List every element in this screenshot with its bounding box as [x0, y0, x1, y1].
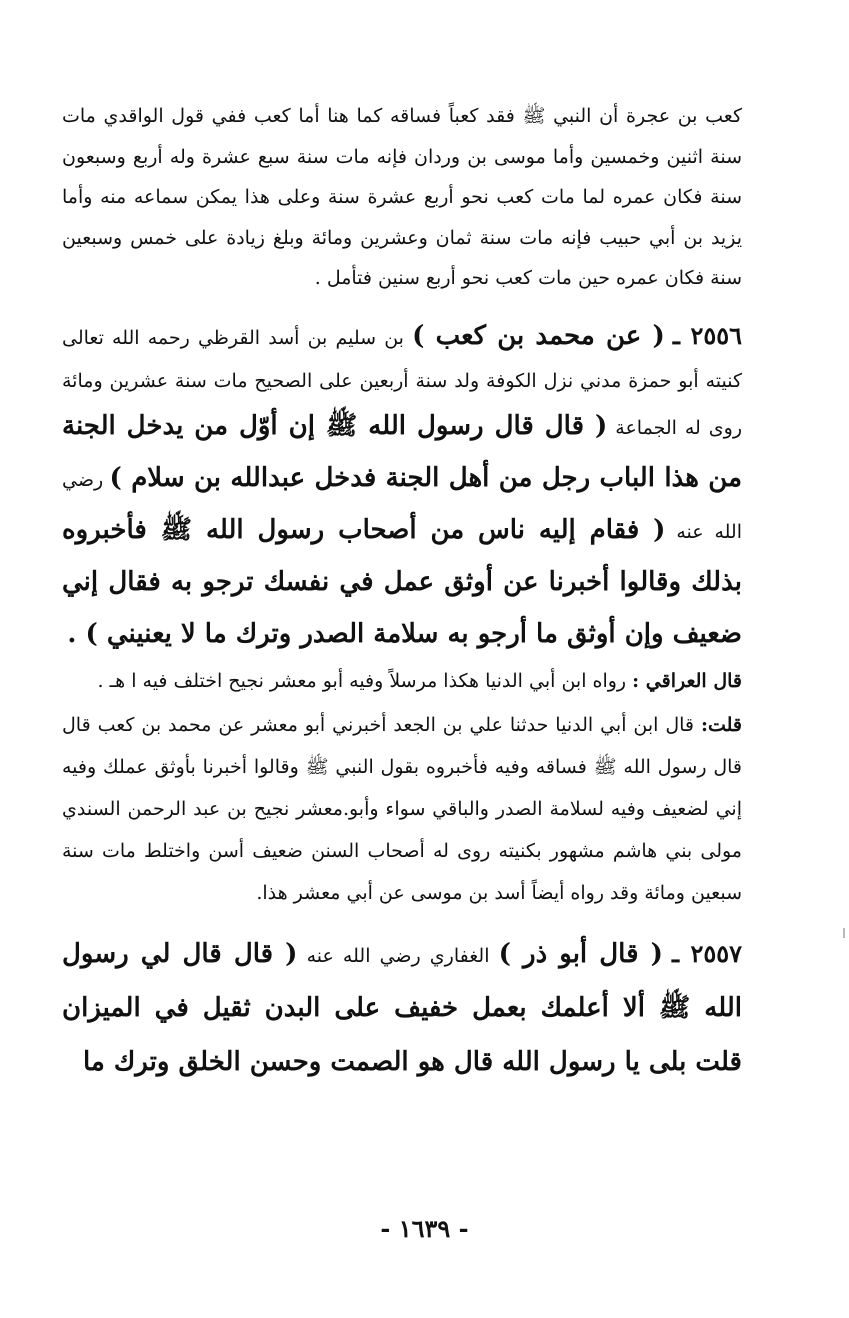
hadith-2557-number: ٢٥٥٧ ـ: [672, 938, 743, 968]
intro-paragraph: كعب بن عجرة أن النبي ﷺ فقد كعباً فساقه كما هنا أما كعب ففي قول الواقدي مات سنة اثنين وخمسين وأما موسى بن وردان فإنه مات سنة سبع عشرة وله أربع وسبعون سنة فكان عمره لما مات كعب نحو أربع عشرة سنة وعلى هذا يمكن سماعه منه وأما يزيد بن أبي حبيب فإنه مات سنة ثمان وعشرين ومائة وبلغ زيادة على خمس وسبعين سنة فكان عمره حين مات كعب نحو أربع سنين فتأمل .: [62, 105, 742, 289]
hadith-2557: [62, 928, 742, 1090]
hadith-2556: [62, 310, 742, 914]
hadith-2556-radiya: رضي الله عنه: [62, 468, 743, 543]
hadith-2556-isnad: ( عن محمد بن كعب ): [412, 320, 665, 351]
hadith-2556-bio: بن سليم بن أسد القرظي رحمه الله تعالى كنيته أبو حمزة مدني نزل الكوفة ولد سنة أربعين على الصحيح مات سنة عشرين ومائة روى له الجماعة: [62, 326, 743, 439]
hadith-2557-narrator: الغفاري رضي الله عنه: [306, 944, 490, 967]
hadith-2557-matn: ( قال قال لي رسول الله ﷺ ألا أعلمك بعمل خفيف على البدن ثقيل في الميزان قلت بلى يا رسول الله قال هو الصمت وحسن الخلق وترك ما: [62, 938, 742, 1077]
page-text: [62, 96, 742, 1090]
hadith-2556-paragraph: [62, 310, 742, 660]
hadith-2556-number: ٢٥٥٦ ـ: [672, 320, 742, 350]
margin-mark: [843, 928, 845, 938]
iraqi-commentary: [62, 662, 742, 700]
iraqi-text: رواه ابن أبي الدنيا هكذا مرسلاً وفيه أبو معشر نجيح اختلف فيه ا هـ .: [97, 669, 627, 692]
iraqi-label: قال العراقي :: [632, 669, 742, 692]
hadith-2556-matn-2: ( فقام إليه ناس من أصحاب رسول الله ﷺ فأخبروه بذلك وقالوا أخبرنا عن أوثق عمل في نفسك ترجو به فقال إني ضعيف وإن أوثق ما أرجو به سلامة الصدر وترك ما لا يعنيني ) .: [62, 514, 742, 649]
hadith-2556-matn-1: ( قال قال رسول الله ﷺ إن أوّل من يدخل الجنة من هذا الباب رجل من أهل الجنة فدخل عبدالله بن سلام ): [62, 410, 742, 493]
page-number: - ١٦٣٩ -: [380, 1214, 469, 1243]
qultu-label: قلت:: [700, 713, 742, 736]
qultu-text: قال ابن أبي الدنيا حدثنا علي بن الجعد أخبرني أبو معشر عن محمد بن كعب قال قال رسول الله ﷺ فساقه وفيه فأخبروه بقول النبي ﷺ وقالوا أخبرنا بأوثق عملك وفيه إني لضعيف وفيه لسلامة الصدر والباقي سواء وأبو.معشر نجيح بن عبد الرحمن السندي مولى بني هاشم مشهور بكنيته روى له أصحاب السنن ضعيف أسن واختلط مات سنة سبعين ومائة وقد رواه أيضاً أسد بن موسى عن أبي معشر هذا.: [62, 713, 742, 904]
qultu-commentary: [62, 704, 742, 914]
hadith-2557-isnad: ( قال أبو ذر ): [498, 938, 663, 969]
